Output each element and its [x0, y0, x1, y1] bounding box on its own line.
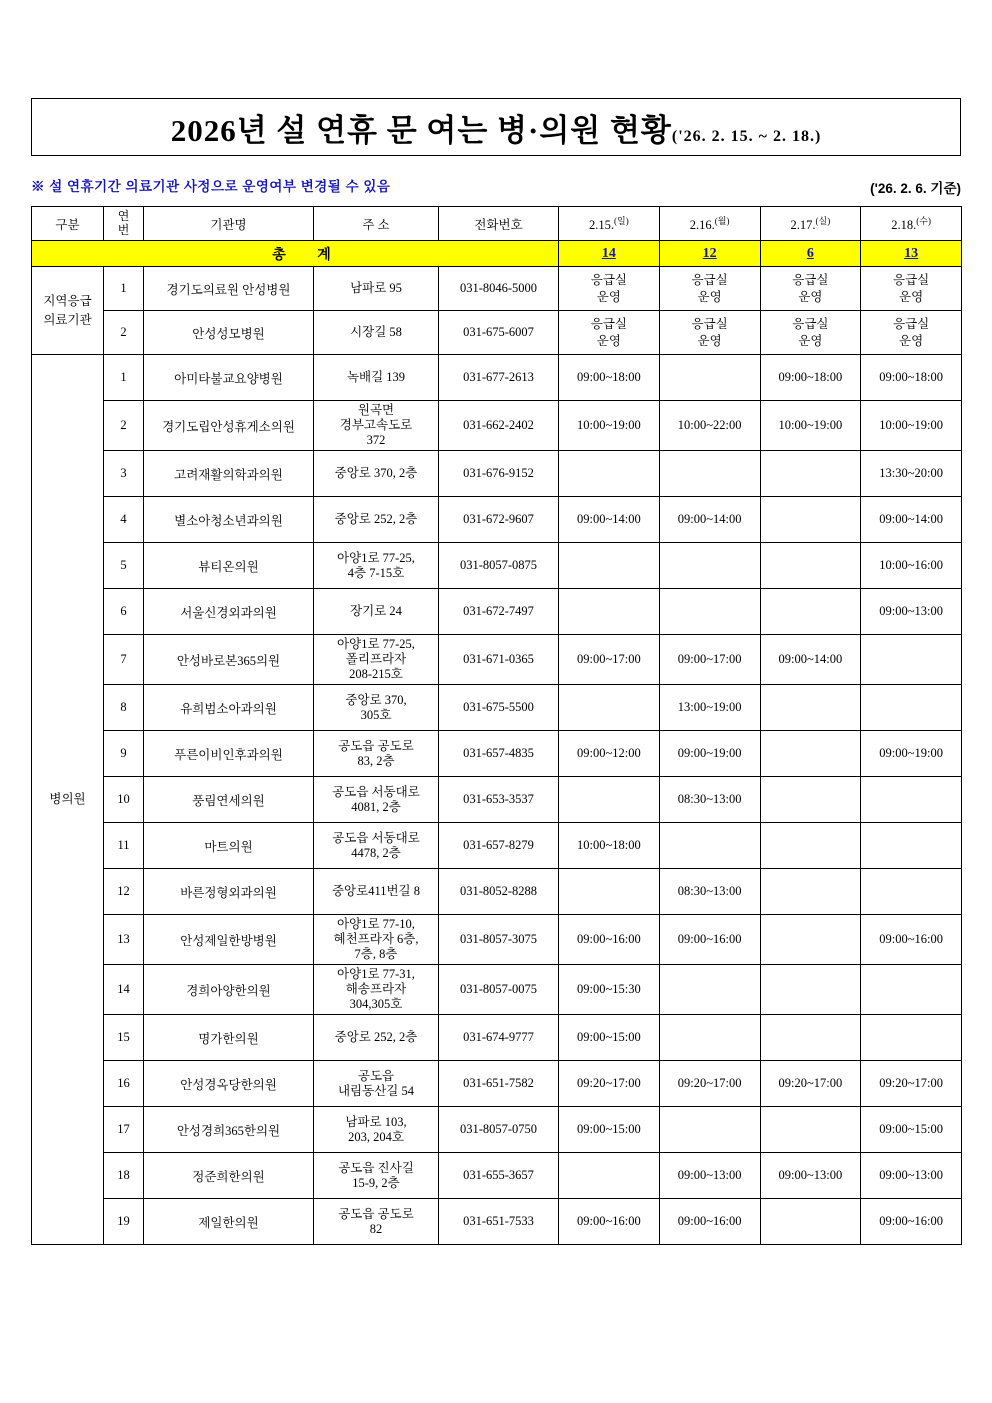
row-day-2: 08:30~13:00	[659, 869, 760, 915]
table-row	[32, 451, 962, 497]
header-gubun: 구분	[32, 207, 104, 241]
row-day-1: 09:00~14:00	[559, 497, 660, 543]
table-row	[32, 589, 962, 635]
row-day-4: 10:00~19:00	[861, 401, 962, 451]
row-day-2: 응급실 운영	[659, 267, 760, 311]
row-name: 별소아청소년과의원	[144, 497, 314, 543]
row-day-4: 응급실 운영	[861, 311, 962, 355]
row-no: 2	[104, 311, 144, 355]
total-day-4: 13	[861, 241, 962, 267]
row-day-3	[760, 685, 861, 731]
row-no: 12	[104, 869, 144, 915]
header-day-4: 2.18.$^{(수)}$	[861, 207, 962, 241]
row-address: 아양1로 77-25, 4층 7-15호	[314, 543, 439, 589]
row-day-2	[659, 543, 760, 589]
row-phone: 031-653-3537	[439, 777, 559, 823]
row-day-1	[559, 1153, 660, 1199]
row-day-3: 09:20~17:00	[760, 1061, 861, 1107]
table-row	[32, 267, 962, 311]
row-day-4: 09:00~13:00	[861, 589, 962, 635]
header-day-3: 2.17.$^{(실)}$	[760, 207, 861, 241]
row-day-4: 09:00~16:00	[861, 1199, 962, 1245]
row-no: 19	[104, 1199, 144, 1245]
row-day-1	[559, 589, 660, 635]
row-day-3	[760, 1199, 861, 1245]
row-phone: 031-8052-8288	[439, 869, 559, 915]
total-day-1: 14	[559, 241, 660, 267]
row-day-3	[760, 915, 861, 965]
document-title-box	[31, 98, 961, 156]
row-name: 정준희한의원	[144, 1153, 314, 1199]
row-phone: 031-657-4835	[439, 731, 559, 777]
row-name: 마트의원	[144, 823, 314, 869]
row-day-3	[760, 543, 861, 589]
row-name: 명가한의원	[144, 1015, 314, 1061]
row-day-1: 09:00~15:00	[559, 1015, 660, 1061]
row-name: 안성경옥당한의원	[144, 1061, 314, 1107]
row-day-2	[659, 1107, 760, 1153]
row-name: 고려재활의학과의원	[144, 451, 314, 497]
row-day-1: 09:00~16:00	[559, 915, 660, 965]
page-title	[171, 105, 822, 150]
row-phone: 031-8057-0875	[439, 543, 559, 589]
row-address: 장기로 24	[314, 589, 439, 635]
row-name: 아미타불교요양병원	[144, 355, 314, 401]
row-no: 1	[104, 355, 144, 401]
row-no: 8	[104, 685, 144, 731]
table-row	[32, 823, 962, 869]
row-phone: 031-651-7533	[439, 1199, 559, 1245]
row-phone: 031-651-7582	[439, 1061, 559, 1107]
header-day-2: 2.16.$^{(월)}$	[659, 207, 760, 241]
row-day-3	[760, 777, 861, 823]
row-no: 6	[104, 589, 144, 635]
row-address: 공도읍 서동대로 4081, 2층	[314, 777, 439, 823]
row-no: 10	[104, 777, 144, 823]
row-day-3: 응급실 운영	[760, 267, 861, 311]
row-day-4: 09:00~16:00	[861, 915, 962, 965]
table-header-row	[32, 207, 962, 241]
row-phone: 031-662-2402	[439, 401, 559, 451]
row-day-4	[861, 685, 962, 731]
row-phone: 031-8046-5000	[439, 267, 559, 311]
row-day-1: 10:00~19:00	[559, 401, 660, 451]
header-addr: 주 소	[314, 207, 439, 241]
row-day-1: 09:00~15:00	[559, 1107, 660, 1153]
table-row	[32, 1107, 962, 1153]
row-address: 남파로 95	[314, 267, 439, 311]
row-name: 안성제일한방병원	[144, 915, 314, 965]
row-day-3: 10:00~19:00	[760, 401, 861, 451]
row-phone: 031-676-9152	[439, 451, 559, 497]
row-no: 17	[104, 1107, 144, 1153]
row-name: 유희범소아과의원	[144, 685, 314, 731]
row-day-2: 09:00~16:00	[659, 1199, 760, 1245]
row-day-2: 09:20~17:00	[659, 1061, 760, 1107]
row-address: 아양1로 77-31, 해송프라자 304,305호	[314, 965, 439, 1015]
row-day-4: 응급실 운영	[861, 267, 962, 311]
table-row	[32, 497, 962, 543]
row-day-1	[559, 451, 660, 497]
row-day-3	[760, 589, 861, 635]
table-row	[32, 1153, 962, 1199]
row-no: 1	[104, 267, 144, 311]
row-no: 5	[104, 543, 144, 589]
row-phone: 031-655-3657	[439, 1153, 559, 1199]
row-phone: 031-8057-0075	[439, 965, 559, 1015]
row-no: 7	[104, 635, 144, 685]
row-day-2	[659, 965, 760, 1015]
row-phone: 031-672-9607	[439, 497, 559, 543]
row-name: 바른정형외과의원	[144, 869, 314, 915]
row-no: 11	[104, 823, 144, 869]
row-name: 경희아양한의원	[144, 965, 314, 1015]
row-address: 중앙로 252, 2층	[314, 1015, 439, 1061]
row-name: 안성성모병원	[144, 311, 314, 355]
total-day-3: 6	[760, 241, 861, 267]
row-address: 남파로 103, 203, 204호	[314, 1107, 439, 1153]
row-day-1: 10:00~18:00	[559, 823, 660, 869]
row-phone: 031-675-6007	[439, 311, 559, 355]
row-day-1: 09:00~16:00	[559, 1199, 660, 1245]
row-day-4: 09:00~19:00	[861, 731, 962, 777]
row-day-2: 09:00~14:00	[659, 497, 760, 543]
row-day-1: 09:00~17:00	[559, 635, 660, 685]
row-day-3: 09:00~13:00	[760, 1153, 861, 1199]
row-day-2: 09:00~16:00	[659, 915, 760, 965]
row-no: 3	[104, 451, 144, 497]
table-header	[32, 207, 962, 267]
row-day-2	[659, 451, 760, 497]
row-day-1	[559, 543, 660, 589]
row-day-1: 09:00~18:00	[559, 355, 660, 401]
total-row	[32, 241, 962, 267]
header-no: 연 번	[104, 207, 144, 241]
row-day-3	[760, 1107, 861, 1153]
row-day-2: 09:00~19:00	[659, 731, 760, 777]
row-name: 뷰티온의원	[144, 543, 314, 589]
row-phone: 031-8057-3075	[439, 915, 559, 965]
row-day-2	[659, 1015, 760, 1061]
row-address: 아양1로 77-10, 혜천프라자 6층, 7층, 8층	[314, 915, 439, 965]
row-day-1: 09:00~15:30	[559, 965, 660, 1015]
header-day-1: 2.15.$^{(일)}$	[559, 207, 660, 241]
row-day-2: 08:30~13:00	[659, 777, 760, 823]
row-day-2: 09:00~13:00	[659, 1153, 760, 1199]
row-day-3	[760, 451, 861, 497]
row-day-4: 10:00~16:00	[861, 543, 962, 589]
page-title-main: 2026년 설 연휴 문 여는 병·의원 현황	[170, 112, 672, 148]
row-day-3	[760, 731, 861, 777]
row-day-1	[559, 777, 660, 823]
row-phone: 031-8057-0750	[439, 1107, 559, 1153]
row-name: 안성바로본365의원	[144, 635, 314, 685]
row-day-2	[659, 355, 760, 401]
table-row	[32, 635, 962, 685]
row-day-2	[659, 589, 760, 635]
table-row	[32, 311, 962, 355]
row-day-4: 13:30~20:00	[861, 451, 962, 497]
row-name: 풍림연세의원	[144, 777, 314, 823]
row-day-4	[861, 823, 962, 869]
row-day-2: 10:00~22:00	[659, 401, 760, 451]
table-row	[32, 401, 962, 451]
table-row	[32, 543, 962, 589]
row-no: 15	[104, 1015, 144, 1061]
row-address: 중앙로 370, 305호	[314, 685, 439, 731]
header-name: 기관명	[144, 207, 314, 241]
row-name: 푸른이비인후과의원	[144, 731, 314, 777]
row-day-4: 09:00~15:00	[861, 1107, 962, 1153]
row-name: 서울신경외과의원	[144, 589, 314, 635]
row-day-3	[760, 823, 861, 869]
row-name: 경기도의료원 안성병원	[144, 267, 314, 311]
row-phone: 031-677-2613	[439, 355, 559, 401]
row-address: 공도읍 서동대로 4478, 2층	[314, 823, 439, 869]
row-name: 제일한의원	[144, 1199, 314, 1245]
row-day-3	[760, 497, 861, 543]
row-day-3	[760, 869, 861, 915]
row-day-3: 09:00~18:00	[760, 355, 861, 401]
row-day-3	[760, 965, 861, 1015]
row-name: 경기도립안성휴게소의원	[144, 401, 314, 451]
row-no: 4	[104, 497, 144, 543]
page-title-period: ('26. 2. 15. ~ 2. 18.)	[671, 127, 822, 145]
row-day-3	[760, 1015, 861, 1061]
hospital-table	[31, 206, 962, 1245]
table-row	[32, 869, 962, 915]
row-address: 공도읍 내림동산길 54	[314, 1061, 439, 1107]
note-right: ('26. 2. 6. 기준)	[870, 181, 961, 196]
row-day-1: 응급실 운영	[559, 267, 660, 311]
row-no: 2	[104, 401, 144, 451]
row-day-2: 13:00~19:00	[659, 685, 760, 731]
row-address: 중앙로411번길 8	[314, 869, 439, 915]
row-no: 18	[104, 1153, 144, 1199]
note-left: ※ 설 연휴기간 의료기관 사정으로 운영여부 변경될 수 있음	[31, 179, 391, 194]
row-address: 중앙로 252, 2층	[314, 497, 439, 543]
row-day-2	[659, 823, 760, 869]
row-address: 원곡면 경부고속도로 372	[314, 401, 439, 451]
row-phone: 031-671-0365	[439, 635, 559, 685]
row-day-2: 응급실 운영	[659, 311, 760, 355]
row-no: 13	[104, 915, 144, 965]
row-day-1: 응급실 운영	[559, 311, 660, 355]
row-day-4	[861, 965, 962, 1015]
row-day-4	[861, 777, 962, 823]
table-row	[32, 731, 962, 777]
row-day-3: 응급실 운영	[760, 311, 861, 355]
hospital-table-wrapper	[31, 206, 961, 1245]
row-address: 공도읍 진사길 15-9, 2층	[314, 1153, 439, 1199]
row-day-1: 09:00~12:00	[559, 731, 660, 777]
row-day-4: 09:00~18:00	[861, 355, 962, 401]
row-address: 공도읍 공도로 83, 2층	[314, 731, 439, 777]
table-row	[32, 1015, 962, 1061]
row-day-3: 09:00~14:00	[760, 635, 861, 685]
row-phone: 031-675-5500	[439, 685, 559, 731]
row-no: 14	[104, 965, 144, 1015]
row-address: 녹배길 139	[314, 355, 439, 401]
row-address: 중앙로 370, 2층	[314, 451, 439, 497]
table-body	[32, 267, 962, 1245]
row-no: 9	[104, 731, 144, 777]
table-row	[32, 1061, 962, 1107]
row-address: 시장길 58	[314, 311, 439, 355]
row-day-1: 09:20~17:00	[559, 1061, 660, 1107]
row-day-4: 09:00~14:00	[861, 497, 962, 543]
row-day-1	[559, 869, 660, 915]
table-row	[32, 685, 962, 731]
row-address: 아양1로 77-25, 폴리프라자 208-215호	[314, 635, 439, 685]
row-phone: 031-674-9777	[439, 1015, 559, 1061]
table-row	[32, 915, 962, 965]
row-name: 안성경희365한의원	[144, 1107, 314, 1153]
table-row	[32, 777, 962, 823]
total-label: 총 계	[32, 241, 559, 267]
row-day-2: 09:00~17:00	[659, 635, 760, 685]
table-row	[32, 1199, 962, 1245]
total-day-2: 12	[659, 241, 760, 267]
row-day-4	[861, 1015, 962, 1061]
group-label-emergency: 지역응급 의료기관	[32, 267, 104, 355]
row-no: 16	[104, 1061, 144, 1107]
table-row	[32, 355, 962, 401]
row-day-4: 09:00~13:00	[861, 1153, 962, 1199]
table-row	[32, 965, 962, 1015]
header-tel: 전화번호	[439, 207, 559, 241]
row-day-4: 09:20~17:00	[861, 1061, 962, 1107]
row-day-1	[559, 685, 660, 731]
row-phone: 031-657-8279	[439, 823, 559, 869]
row-address: 공도읍 공도로 82	[314, 1199, 439, 1245]
row-day-4	[861, 635, 962, 685]
row-day-4	[861, 869, 962, 915]
row-phone: 031-672-7497	[439, 589, 559, 635]
group-label-clinic: 병의원	[32, 355, 104, 1245]
